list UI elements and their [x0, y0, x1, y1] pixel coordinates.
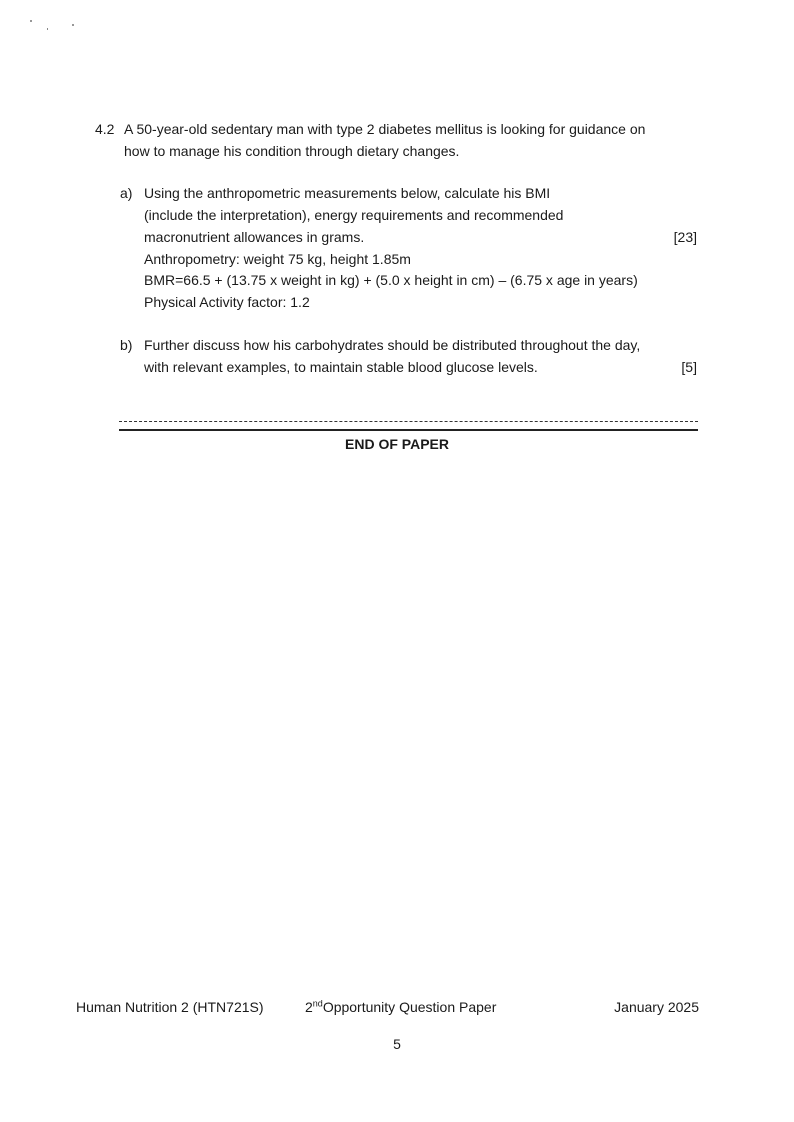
part-a-line-2: (include the interpretation), energy requirements and recommended [144, 207, 564, 223]
part-b-label: b) [120, 337, 133, 353]
part-b-line-1: Further discuss how his carbohydrates should be distributed throughout the day, [144, 337, 641, 353]
end-separator-line [119, 419, 698, 431]
part-a-line-5: BMR=66.5 + (13.75 x weight in kg) + (5.0 x height in cm) – (6.75 x age in years) [144, 272, 638, 288]
part-a-label: a) [120, 185, 133, 201]
scan-speck [47, 28, 48, 30]
footer-date: January 2025 [614, 999, 699, 1015]
footer-course: Human Nutrition 2 (HTN721S) [76, 999, 264, 1015]
part-b-marks: [5] [681, 359, 697, 375]
question-stem-line-1: A 50-year-old sedentary man with type 2 diabetes mellitus is looking for guidance on [124, 121, 646, 137]
end-of-paper: END OF PAPER [345, 436, 449, 452]
footer-ordinal-number: 2 [305, 999, 313, 1015]
part-b-line-2: with relevant examples, to maintain stable blood glucose levels. [144, 359, 538, 375]
part-a-line-6: Physical Activity factor: 1.2 [144, 294, 310, 310]
page-number: 5 [393, 1036, 401, 1052]
part-a-line-3: macronutrient allowances in grams. [144, 229, 365, 245]
scan-speck [30, 20, 32, 22]
footer-ordinal-suffix: nd [312, 998, 323, 1009]
part-a-line-4: Anthropometry: weight 75 kg, height 1.85m [144, 251, 411, 267]
footer-paper-label: Opportunity Question Paper [322, 999, 497, 1015]
part-a-line-1: Using the anthropometric measurements below, calculate his BMI [144, 185, 551, 201]
footer-paper-type [305, 997, 496, 1017]
question-stem-line-2: how to manage his condition through dietary changes. [124, 143, 460, 159]
question-number: 4.2 [95, 121, 115, 137]
dashed-rule [119, 421, 698, 422]
part-a-marks: [23] [673, 229, 697, 245]
scan-speck [72, 24, 74, 26]
